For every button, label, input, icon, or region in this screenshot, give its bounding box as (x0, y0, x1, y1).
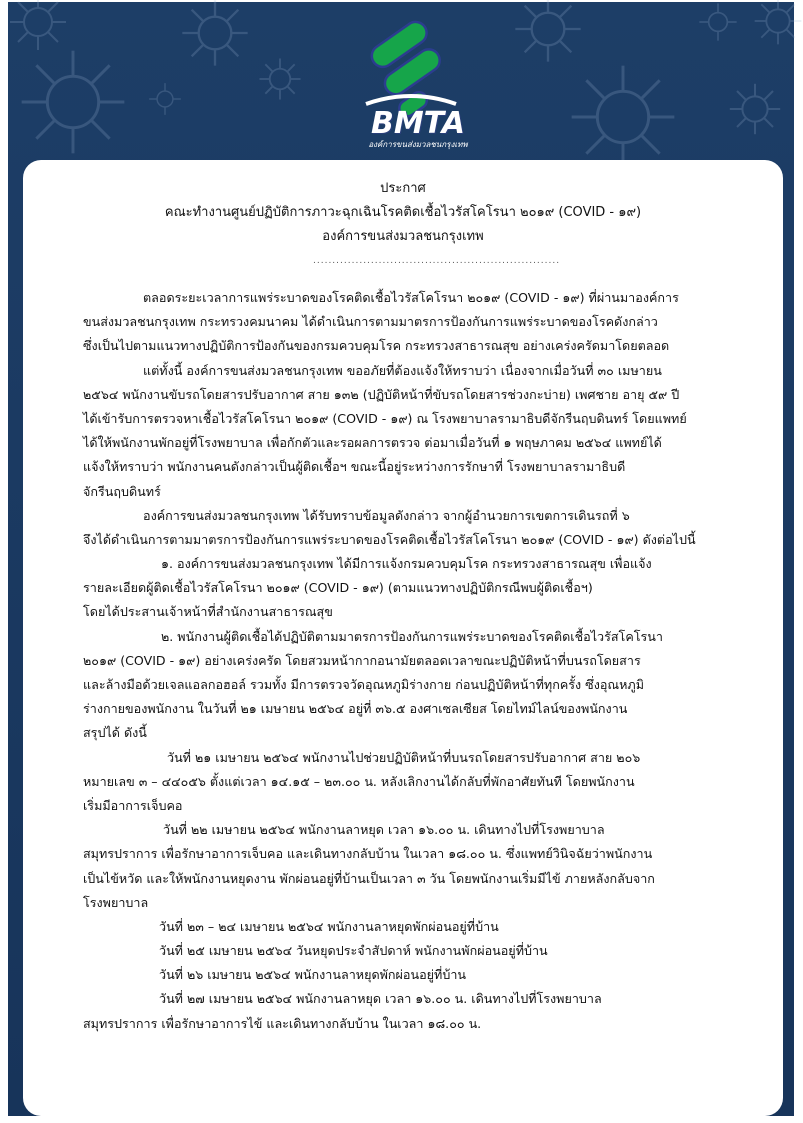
body-line: ๒. พนักงานผู้ติดเชื้อได้ปฏิบัติตามมาตรการป้องกันการแพร่ระบาดของโรคติดเชื้อไวรัสโคโรนา (161, 628, 663, 644)
body-line: ขนส่งมวลชนกรุงเทพ กระทรวงคมนาคม ได้ดำเนินการตามมาตรการป้องกันการแพร่ระบาดของโรคดังกล่าว (83, 314, 658, 330)
virus-icon (8, 0, 68, 52)
body-line: ๑. องค์การขนส่งมวลชนกรุงเทพ ได้มีการแจ้งกรมควบคุมโรค กระทรวงสาธารณสุข เพื่อแจ้ง (161, 556, 652, 572)
timeline-line: วันที่ ๒๕ เมษายน ๒๕๖๔ วันหยุดประจำสัปดาห์ พนักงานพักผ่อนอยู่ที่บ้าน (159, 943, 548, 959)
timeline-line: โรงพยาบาล (83, 894, 149, 910)
body-line: ร่างกายของพนักงาน ในวันที่ ๒๑ เมษายน ๒๕๖๔ อยู่ที่ ๓๖.๕ องศาเซลเซียส โดยไทม์ไลน์ของพนักงาน (83, 701, 628, 717)
timeline-line: วันที่ ๒๗ เมษายน ๒๕๖๔ พนักงานลาหยุด เวลา ๑๖.๐๐ น. เดินทางไปที่โรงพยาบาล (159, 991, 602, 1007)
timeline-line: วันที่ ๒๖ เมษายน ๒๕๖๔ พนักงานลาหยุดพักผ่อนอยู่ที่บ้าน (159, 967, 467, 983)
logo-wordmark: BMTA (370, 106, 466, 141)
body-line: โดยได้ประสานเจ้าหน้าที่สำนักงานสาธารณสุข (83, 604, 333, 620)
body-line: ๒๕๖๔ พนักงานขับรถโดยสารปรับอากาศ สาย ๑๓๒ (ปฏิบัติหน้าที่ขับรถโดยสารช่วงกะบ่าย) เพศชาย อายุ ๕๙ ปี (83, 386, 680, 402)
body-line: แจ้งให้ทราบว่า พนักงานคนดังกล่าวเป็นผู้ติดเชื้อฯ ขณะนี้อยู่ระหว่างการรักษาที่ โรงพยาบาลรามาธิบดี (83, 459, 626, 475)
timeline-line: วันที่ ๒๑ เมษายน ๒๕๖๔ พนักงานไปช่วยปฏิบัติหน้าที่บนรถโดยสารปรับอากาศ สาย ๒๐๖ (167, 749, 641, 765)
virus-icon (568, 62, 678, 172)
announcement-label: ประกาศ (380, 181, 426, 196)
body-line: ๒๐๑๙ (COVID - ๑๙) อย่างเคร่งครัด โดยสวมหน้ากากอนามัยตลอดเวลาขณะปฏิบัติหน้าที่บนรถโดยสาร (83, 652, 641, 668)
body-line: จึงได้ดำเนินการตามมาตรการป้องกันการแพร่ระบาดของโรคติดเชื้อไวรัสโคโรนา ๒๐๑๙ (COVID - ๑๙) ดังต่อไปนี้ (83, 531, 696, 547)
timeline-line: เป็นไข้หวัด และให้พนักงานหยุดงาน พักผ่อนอยู่ที่บ้านเป็นเวลา ๓ วัน โดยพนักงานเริ่มมีไข้ ภายหลังกลับจาก (83, 870, 655, 886)
body-line: สรุปได้ ดังนี้ (83, 725, 147, 741)
virus-icon (18, 47, 128, 157)
timeline-line: เริ่มมีอาการเจ็บคอ (83, 797, 183, 813)
logo-subtitle: องค์การขนส่งมวลชนกรุงเทพ (368, 140, 468, 149)
virus-icon (513, 0, 583, 64)
body-line: ได้เข้ารับการตรวจหาเชื้อไวรัสโคโรนา ๒๐๑๙ (COVID - ๑๙) ณ โรงพยาบาลรามาธิบดีจักรีนฤบดินทร์ โดยแพทย์ (83, 410, 687, 426)
virus-icon (698, 2, 738, 42)
body-line: ซึ่งเป็นไปตามแนวทางปฏิบัติการป้องกันของกรมควบคุมโรค กระทรวงสาธารณสุข อย่างเคร่งครัดมาโดยตลอด (83, 338, 670, 354)
body-line: และล้างมือด้วยเจลแอลกอฮอล์ รวมทั้ง มีการตรวจวัดอุณหภูมิร่างกาย ก่อนปฏิบัติหน้าที่ทุกครั้ง ซึ่งอุณหภูมิ (83, 677, 645, 692)
timeline-line: วันที่ ๒๓ – ๒๔ เมษายน ๒๕๖๔ พนักงานลาหยุดพักผ่อนอยู่ที่บ้าน (159, 918, 499, 934)
announcement-body (83, 286, 723, 1036)
separator: ................................................................ (313, 256, 561, 266)
timeline-line: สมุทรปราการ เพื่อรักษาอาการไข้ และเดินทางกลับบ้าน ในเวลา ๑๘.๐๐ น. (83, 1015, 482, 1031)
body-line: ได้ให้พนักงานพักอยู่ที่โรงพยาบาล เพื่อกักตัวและรอผลการตรวจ ต่อมาเมื่อวันที่ ๑ พฤษภาคม ๒๕๖๔ แพทย์ได้ (83, 435, 662, 451)
virus-icon (728, 82, 782, 136)
announcement-title: คณะทำงานศูนย์ปฏิบัติการภาวะฉุกเฉินโรคติดเชื้อไวรัสโคโรนา ๒๐๑๙ (COVID - ๑๙) (164, 205, 642, 220)
body-line: ตลอดระยะเวลาการแพร่ระบาดของโรคติดเชื้อไวรัสโคโรนา ๒๐๑๙ (COVID - ๑๙) ที่ผ่านมาองค์การ (143, 290, 679, 305)
virus-icon (148, 82, 182, 116)
body-line: แต่ทั้งนี้ องค์การขนส่งมวลชนกรุงเทพ ขออภัยที่ต้องแจ้งให้ทราบว่า เนื่องจากเมื่อวันที่ ๓๐ เมษายน (143, 362, 662, 378)
timeline-line: สมุทรปราการ เพื่อรักษาอาการเจ็บคอ และเดินทางกลับบ้าน ในเวลา ๑๘.๐๐ น. ซึ่งแพทย์วินิจฉัยว่าพนักงาน (83, 846, 653, 862)
body-line: องค์การขนส่งมวลชนกรุงเทพ ได้รับทราบข้อมูลดังกล่าว จากผู้อำนวยการเขตการเดินรถที่ ๖ (143, 507, 630, 523)
body-line: จักรีนฤบดินทร์ (83, 483, 161, 499)
virus-icon (180, 0, 250, 68)
virus-icon (258, 57, 302, 101)
virus-icon (753, 0, 803, 46)
timeline-line: วันที่ ๒๒ เมษายน ๒๕๖๔ พนักงานลาหยุด เวลา ๑๖.๐๐ น. เดินทางไปที่โรงพยาบาล (163, 822, 605, 838)
timeline-line: หมายเลข ๓ – ๔๔๐๕๖ ตั้งแต่เวลา ๑๔.๑๕ – ๒๓.๐๐ น. หลังเลิกงานได้กลับที่พักอาศัยทันที โดยพนักงาน (83, 773, 635, 789)
announcement-card (23, 160, 783, 1116)
body-line: รายละเอียดผู้ติดเชื้อไวรัสโคโรนา ๒๐๑๙ (COVID - ๑๙) (ตามแนวทางปฏิบัติกรณีพบผู้ติดเชื้อฯ) (83, 580, 593, 596)
announcement-organization: องค์การขนส่งมวลชนกรุงเทพ (322, 229, 484, 244)
